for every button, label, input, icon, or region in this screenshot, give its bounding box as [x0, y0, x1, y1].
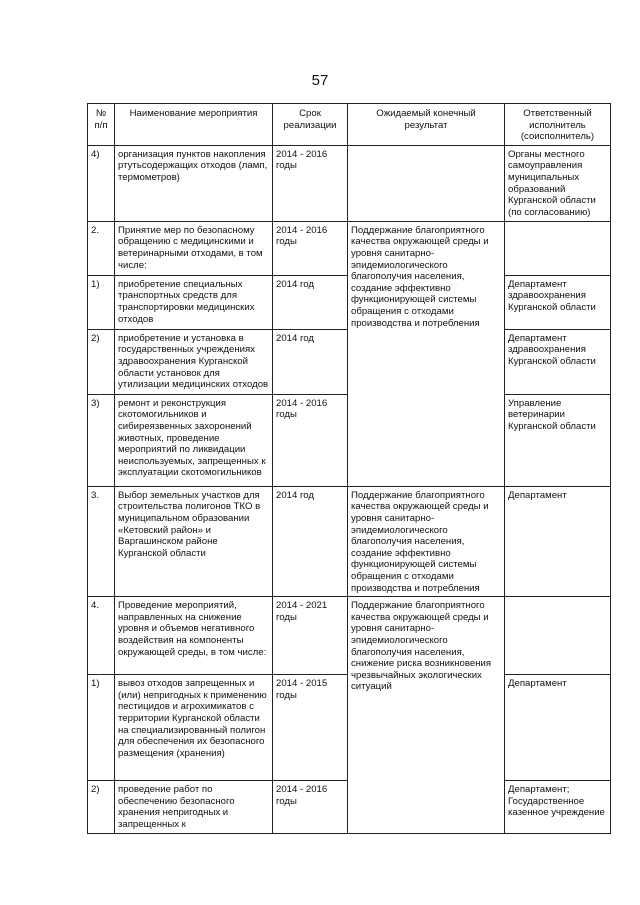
row-num: 3.: [88, 486, 115, 596]
table-row: [88, 145, 611, 221]
row-term: 2014 - 2016 годы: [273, 145, 348, 221]
header-name: Наименование мероприятия: [115, 104, 273, 146]
row-term: 2014 - 2016 годы: [273, 781, 348, 833]
row-name: вывоз отходов запрещенных и (или) непригодных к применению пестицидов и агрохимикатов с территории Курганской области на специализированный полигон для обеспечения их безопасного размещения (хранения): [115, 675, 273, 781]
row-responsible: Департамент: [505, 675, 611, 781]
header-term: Срок реализации: [273, 104, 348, 146]
row-name: Принятие мер по безопасному обращению с медицинскими и ветеринарными отходами, в том числе:: [115, 221, 273, 275]
row-term: 2014 год: [273, 329, 348, 394]
row-name: приобретение специальных транспортных средств для транспортировки медицинских отходов: [115, 275, 273, 329]
row-responsible: [505, 597, 611, 675]
row-num: 2): [88, 781, 115, 833]
row-term: 2014 - 2021 годы: [273, 597, 348, 675]
row-name: организация пунктов накопления ртутьсодержащих отходов (ламп, термометров): [115, 145, 273, 221]
row-name: Выбор земельных участков для строительства полигонов ТКО в муниципальном образовании «Кетовский район» и Варгашинском районе Курганской области: [115, 486, 273, 596]
row-num: 4.: [88, 597, 115, 675]
row-term: 2014 - 2015 годы: [273, 675, 348, 781]
row-num: 1): [88, 275, 115, 329]
row-result: [348, 145, 505, 221]
row-responsible: [505, 221, 611, 275]
row-result: Поддержание благоприятного качества окружающей среды и уровня санитарно-эпидемиологического благополучия населения, создание эффективно функционирующей системы обращения с отходами производства и потребления: [348, 486, 505, 596]
table-row: [88, 486, 611, 596]
row-name: проведение работ по обеспечению безопасного хранения непригодных и запрещенных к: [115, 781, 273, 833]
row-name: Проведение мероприятий, направленных на снижение уровня и объемов негативного воздействия на компоненты окружающей среды, в том числе:: [115, 597, 273, 675]
header-num: № п/п: [88, 104, 115, 146]
row-num: 4): [88, 145, 115, 221]
table-header-row: [88, 104, 611, 146]
row-responsible: Департамент: [505, 486, 611, 596]
row-term: 2014 год: [273, 275, 348, 329]
row-responsible: Органы местного самоуправления муниципальных образований Курганской области (по согласованию): [505, 145, 611, 221]
row-responsible: Департамент здравоохранения Курганской области: [505, 275, 611, 329]
header-responsible: Ответственный исполнитель (соисполнитель): [505, 104, 611, 146]
row-result-merged: Поддержание благоприятного качества окружающей среды и уровня санитарно-эпидемиологического благополучия населения, снижение риска возникновения чрезвычайных экологических ситуаций: [348, 597, 505, 833]
row-result-merged: Поддержание благоприятного качества окружающей среды и уровня санитарно-эпидемиологического благополучия населения, создание эффективно функционирующей системы обращения с отходами производства и потребления: [348, 221, 505, 486]
table-row: [88, 597, 611, 675]
row-term: 2014 год: [273, 486, 348, 596]
measures-table: [87, 103, 611, 834]
row-responsible: Департамент здравоохранения Курганской области: [505, 329, 611, 394]
header-result: Ожидаемый конечный результат: [348, 104, 505, 146]
row-num: 1): [88, 675, 115, 781]
row-num: 3): [88, 394, 115, 486]
row-name: приобретение и установка в государственных учреждениях здравоохранения Курганской области установок для утилизации медицинских отходов: [115, 329, 273, 394]
row-responsible: Управление ветеринарии Курганской области: [505, 394, 611, 486]
row-term: 2014 - 2016 годы: [273, 394, 348, 486]
page-number: 57: [311, 72, 329, 89]
row-responsible: Департамент; Государственное казенное учреждение: [505, 781, 611, 833]
row-name: ремонт и реконструкция скотомогильников и сибиреязвенных захоронений животных, проведение мероприятий по ликвидации неиспользуемых, запрещенных к эксплуатации скотомогильников: [115, 394, 273, 486]
row-num: 2.: [88, 221, 115, 275]
row-num: 2): [88, 329, 115, 394]
table-row: [88, 221, 611, 275]
row-term: 2014 - 2016 годы: [273, 221, 348, 275]
